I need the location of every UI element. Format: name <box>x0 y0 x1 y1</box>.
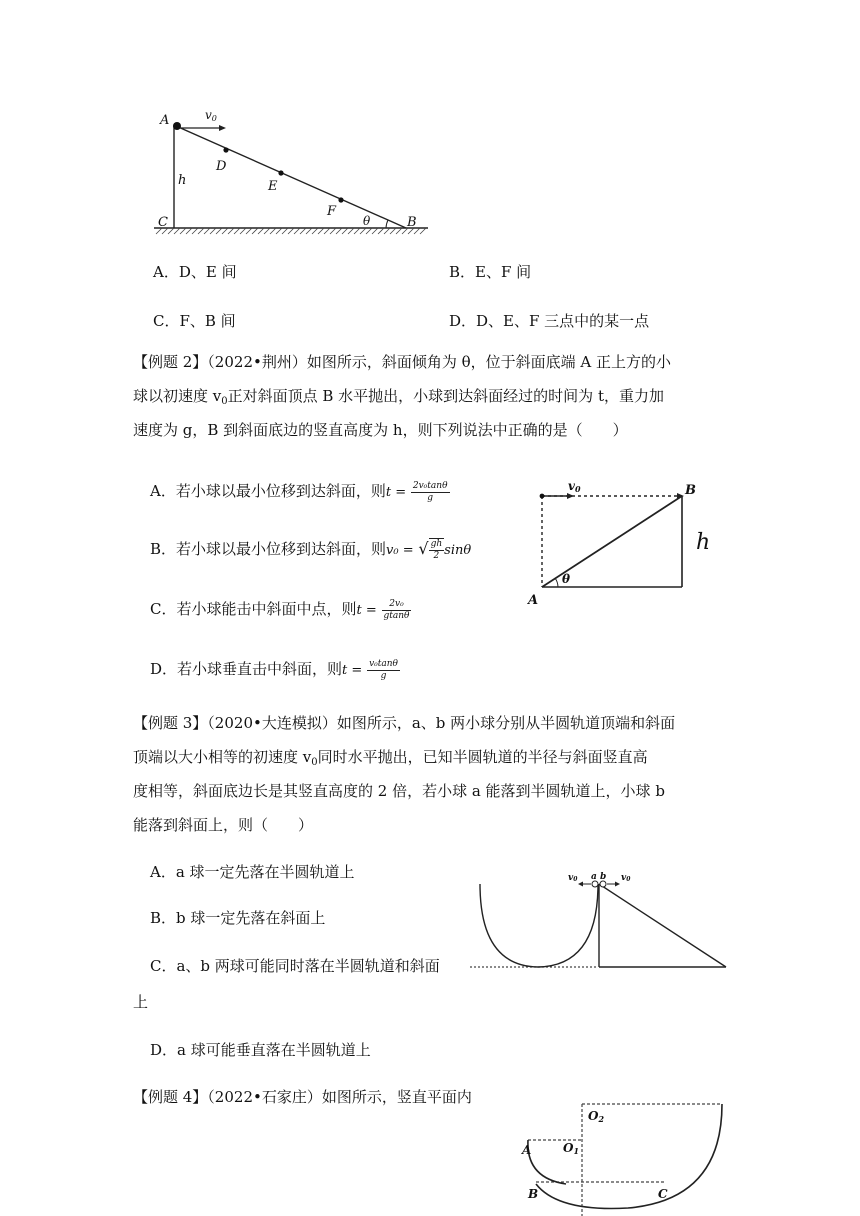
right-arrowhead <box>615 882 620 887</box>
ball-start <box>540 494 545 499</box>
q3-line-2: 顶端以大小相等的初速度 $v_0$同时水平抛出，已知半圆轨道的半径与斜面竖直高 <box>133 748 648 768</box>
q1-option-b: B．E、F 间 <box>449 263 532 281</box>
v0-arrowhead <box>567 493 574 499</box>
q1-option-a: A．D、E 间 <box>153 263 237 281</box>
q1-option-c: C．F、B 间 <box>153 312 236 330</box>
label-h: h <box>178 173 187 188</box>
label-theta: θ <box>363 214 371 228</box>
figure-two-arcs <box>518 1094 740 1216</box>
label-b: B <box>407 215 417 230</box>
label-a: A <box>528 593 539 608</box>
large-arc <box>536 1104 722 1209</box>
q3-line-1: 【例题 3】（2020•大连模拟）如图所示，a、b 两小球分别从半圆轨道顶端和斜面 <box>133 714 676 732</box>
q3-option-b: B．b 球一定先落在斜面上 <box>150 909 326 927</box>
label-v0: v0 <box>205 108 217 123</box>
label-v0: v0 <box>568 479 581 494</box>
label-c: C <box>658 1187 668 1201</box>
label-v0-left: v0 <box>568 873 578 883</box>
q3-option-d: D．a 球可能垂直落在半圆轨道上 <box>150 1041 371 1059</box>
q3-line-4: 能落到斜面上，则（ ） <box>133 816 314 834</box>
label-b: b <box>600 872 607 882</box>
semicircle-track <box>480 884 598 967</box>
label-b: B <box>685 483 696 498</box>
q2-option-d: D．若小球垂直击中斜面，则t = $\frac{\text{v₀tanθ}}{g}$ <box>150 658 398 681</box>
q3-option-c-2: 上 <box>133 993 149 1011</box>
label-f: F <box>327 204 337 219</box>
figure-semicircle-incline <box>470 870 732 976</box>
label-b: B <box>528 1187 539 1201</box>
label-theta: θ <box>562 572 571 586</box>
incline-line <box>176 126 406 228</box>
q2-line-2: 球以初速度 $v_0$正对斜面顶点 B 水平抛出，小球到达斜面经过的时间为 t，重力加 <box>133 387 664 407</box>
q3-line-3: 度相等，斜面底边长是其竖直高度的 2 倍，若小球 a 能落到半圆轨道上，小球 b <box>133 782 665 800</box>
q2-line-1: 【例题 2】（2022•荆州）如图所示，斜面倾角为 θ，位于斜面底端 A 正上方的小 <box>133 353 672 371</box>
theta-arc <box>386 220 388 228</box>
q2-option-a: A．若小球以最小位移到达斜面，则t = $\frac{\text{2v₀tanθ}}{g}$ <box>150 480 448 503</box>
point-e <box>278 170 283 175</box>
label-d: D <box>216 159 227 174</box>
q2-option-c: C．若小球能击中斜面中点，则t = $\frac{\text{2v₀}}{gtan\theta}$ <box>150 598 410 621</box>
label-a: A <box>522 1143 532 1157</box>
q2-option-b: B．若小球以最小位移到达斜面，则v₀ = √ $\frac{gh}{2}$ sinθ <box>150 539 472 561</box>
ground-hatching <box>156 228 426 234</box>
q2-line-3: 速度为 g，B 到斜面底边的竖直高度为 h，则下列说法中正确的是（ ） <box>133 421 628 439</box>
label-o1: O1 <box>563 1141 580 1156</box>
label-o2: O2 <box>588 1109 605 1124</box>
theta-arc <box>555 578 558 587</box>
point-d <box>223 147 228 152</box>
small-arc-ab <box>528 1140 566 1184</box>
velocity-arrowhead <box>219 125 226 131</box>
ball-a <box>173 122 181 130</box>
label-v0-right: v0 <box>621 873 631 883</box>
q1-option-d: D．D、E、F 三点中的某一点 <box>449 312 650 330</box>
figure-rectangle-incline <box>520 472 720 608</box>
label-c: C <box>158 215 168 230</box>
figure-incline-projectile <box>150 100 430 240</box>
q3-option-a: A．a 球一定先落在半圆轨道上 <box>150 863 355 881</box>
incline-hypotenuse <box>599 884 726 967</box>
q4-line-1: 【例题 4】（2022•石家庄）如图所示，竖直平面内 <box>133 1088 472 1106</box>
label-a: a <box>591 872 597 882</box>
left-arrowhead <box>578 882 583 887</box>
label-e: E <box>268 179 278 194</box>
q3-option-c-1: C．a、b 两球可能同时落在半圆轨道和斜面 <box>150 957 440 975</box>
label-a: A <box>160 113 170 128</box>
label-h: h <box>696 530 711 555</box>
point-f <box>338 197 343 202</box>
